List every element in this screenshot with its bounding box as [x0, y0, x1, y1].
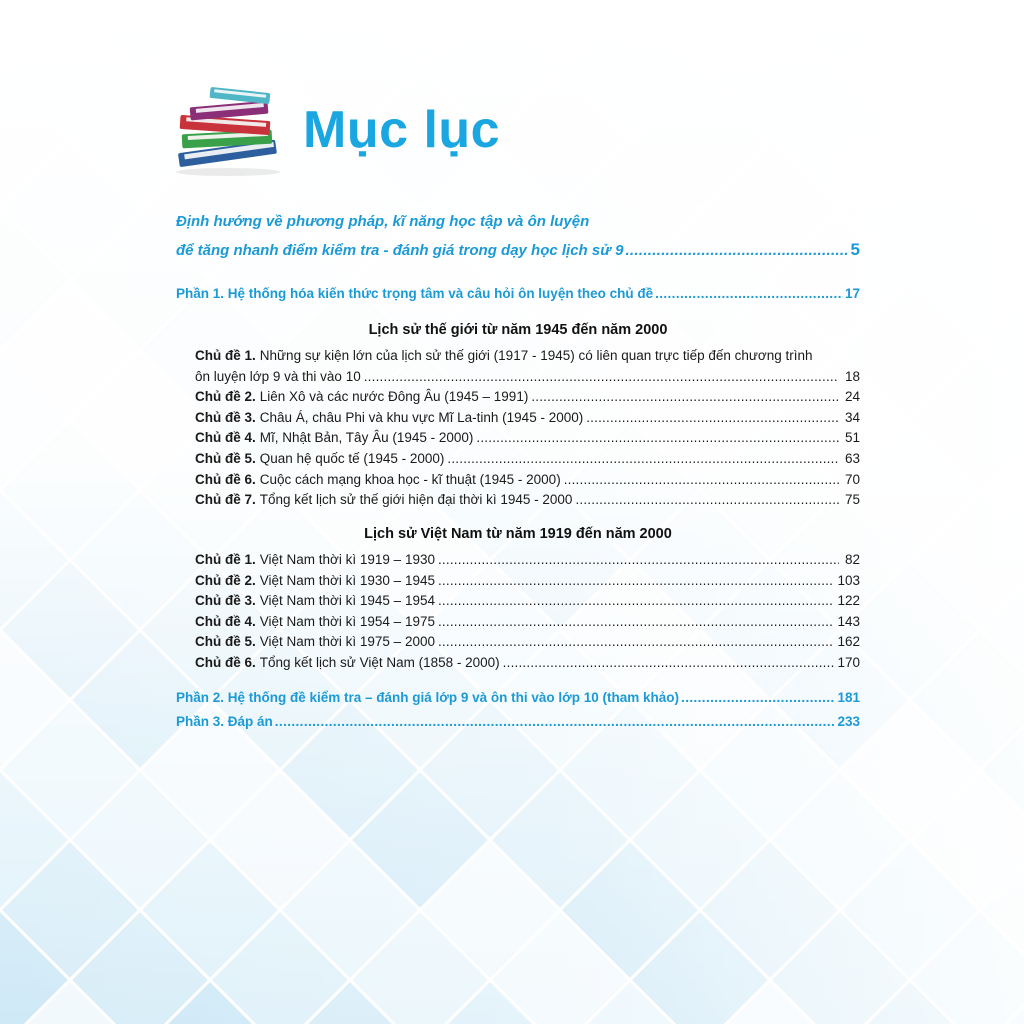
toc-topic-item[interactable]	[195, 408, 860, 429]
dot-leader	[575, 490, 839, 511]
topic-title-continued: ôn luyện lớp 9 và thi vào 10	[195, 368, 361, 384]
topic-page: 34	[844, 409, 860, 425]
dot-leader	[625, 237, 848, 265]
intro-line-1: Định hướng về phương pháp, kĩ năng học tập và ôn luyện	[176, 213, 590, 230]
topic-title: Quan hệ quốc tế (1945 - 2000)	[259, 450, 445, 466]
topic-title: Châu Á, châu Phi và khu vực Mĩ La-tinh (1945 - 2000)	[259, 409, 584, 425]
topic-label: Chủ đề 6.	[195, 654, 256, 670]
world-topics-list	[195, 346, 860, 511]
topic-title: Việt Nam thời kì 1945 – 1954	[259, 593, 435, 609]
toc-topic-item[interactable]	[195, 550, 860, 571]
toc-topic-item[interactable]	[195, 490, 860, 511]
part-3-page: 233	[837, 714, 860, 729]
toc-topic-item[interactable]	[195, 449, 860, 470]
topic-label: Chủ đề 3.	[195, 409, 256, 425]
toc-topic-item[interactable]	[195, 632, 860, 653]
vietnam-topics-list	[195, 550, 860, 674]
part-3-title: Phần 3. Đáp án	[176, 714, 273, 729]
topic-title: Mĩ, Nhật Bản, Tây Âu (1945 - 2000)	[259, 430, 474, 446]
toc-part-2[interactable]	[176, 690, 860, 705]
part-1-title: Phần 1. Hệ thống hóa kiến thức trọng tâm và câu hỏi ôn luyện theo chủ đề	[176, 286, 654, 301]
dot-leader	[447, 449, 839, 470]
toc-topic-item[interactable]	[195, 428, 860, 449]
topic-page: 82	[844, 552, 860, 567]
dot-leader	[438, 571, 834, 592]
page-title: Mục lục	[303, 101, 501, 159]
topic-title: Việt Nam thời kì 1930 – 1945	[259, 572, 435, 588]
topic-title: Những sự kiện lớn của lịch sử thế giới (1917 - 1945) có liên quan trực tiếp đến chương trình	[259, 348, 813, 363]
part-2-page: 181	[837, 690, 860, 705]
dot-leader	[586, 408, 839, 429]
topic-title: Tổng kết lịch sử Việt Nam (1858 - 2000)	[259, 654, 500, 670]
topic-title: Cuộc cách mạng khoa học - kĩ thuật (1945 - 2000)	[259, 471, 561, 487]
topic-page: 75	[844, 492, 860, 508]
dot-leader	[438, 632, 834, 653]
dot-leader	[364, 367, 839, 388]
topic-label: Chủ đề 1.	[195, 348, 256, 363]
dot-leader	[655, 286, 843, 301]
topic-page: 70	[844, 471, 860, 487]
topic-page: 162	[837, 634, 860, 650]
topic-page: 170	[837, 654, 860, 670]
dot-leader	[438, 591, 834, 612]
topic-label: Chủ đề 4.	[195, 613, 256, 629]
topic-page: 51	[844, 430, 860, 446]
topic-title: Tổng kết lịch sử thế giới hiện đại thời kì 1945 - 2000	[259, 492, 573, 508]
topic-label: Chủ đề 6.	[195, 471, 256, 487]
part-1-page: 17	[844, 286, 860, 301]
section-heading-vietnam: Lịch sử Việt Nam từ năm 1919 đến năm 2000	[364, 526, 672, 542]
dot-leader	[438, 612, 834, 633]
dot-leader	[275, 714, 836, 729]
section-heading-world: Lịch sử thế giới từ năm 1945 đến năm 2000	[368, 322, 668, 338]
dot-leader	[438, 550, 839, 571]
part-2-title: Phần 2. Hệ thống đề kiểm tra – đánh giá lớp 9 và ôn thi vào lớp 10 (tham khảo)	[176, 690, 680, 705]
topic-label: Chủ đề 4.	[195, 430, 256, 446]
topic-page: 122	[837, 593, 860, 609]
dot-leader	[531, 387, 839, 408]
toc-topic-item[interactable]	[195, 470, 860, 491]
dot-leader	[476, 428, 839, 449]
toc-topic-item[interactable]	[195, 591, 860, 612]
toc-part-1[interactable]	[176, 286, 860, 301]
intro-page-number: 5	[850, 240, 860, 259]
topic-title: Việt Nam thời kì 1975 – 2000	[259, 634, 435, 650]
toc-topic-item[interactable]	[195, 387, 860, 408]
topic-title: Việt Nam thời kì 1919 – 1930	[259, 552, 435, 567]
topic-page: 143	[837, 613, 860, 629]
toc-topic-item[interactable]	[195, 346, 860, 387]
toc-topic-item[interactable]	[195, 653, 860, 674]
topic-label: Chủ đề 2.	[195, 389, 256, 405]
topic-title: Việt Nam thời kì 1954 – 1975	[259, 613, 435, 629]
topic-title: Liên Xô và các nước Đông Âu (1945 – 1991)	[259, 389, 529, 405]
topic-page: 63	[844, 450, 860, 466]
topic-page: 24	[844, 389, 860, 405]
toc-part-3[interactable]	[176, 714, 860, 729]
topic-label: Chủ đề 2.	[195, 572, 256, 588]
topic-label: Chủ đề 5.	[195, 450, 256, 466]
intro-entry[interactable]	[176, 208, 860, 265]
topic-label: Chủ đề 5.	[195, 634, 256, 650]
toc-topic-item[interactable]	[195, 571, 860, 592]
toc-topic-item[interactable]	[195, 612, 860, 633]
topic-page: 18	[844, 368, 860, 384]
dot-leader	[564, 470, 839, 491]
topic-label: Chủ đề 7.	[195, 492, 256, 508]
intro-line-2: để tăng nhanh điểm kiểm tra - đánh giá trong dạy học lịch sử 9	[176, 242, 624, 259]
books-stack-icon	[170, 80, 290, 180]
topic-label: Chủ đề 1.	[195, 552, 256, 567]
topic-label: Chủ đề 3.	[195, 593, 256, 609]
dot-leader	[681, 690, 835, 705]
dot-leader	[503, 653, 835, 674]
topic-page: 103	[837, 572, 860, 588]
